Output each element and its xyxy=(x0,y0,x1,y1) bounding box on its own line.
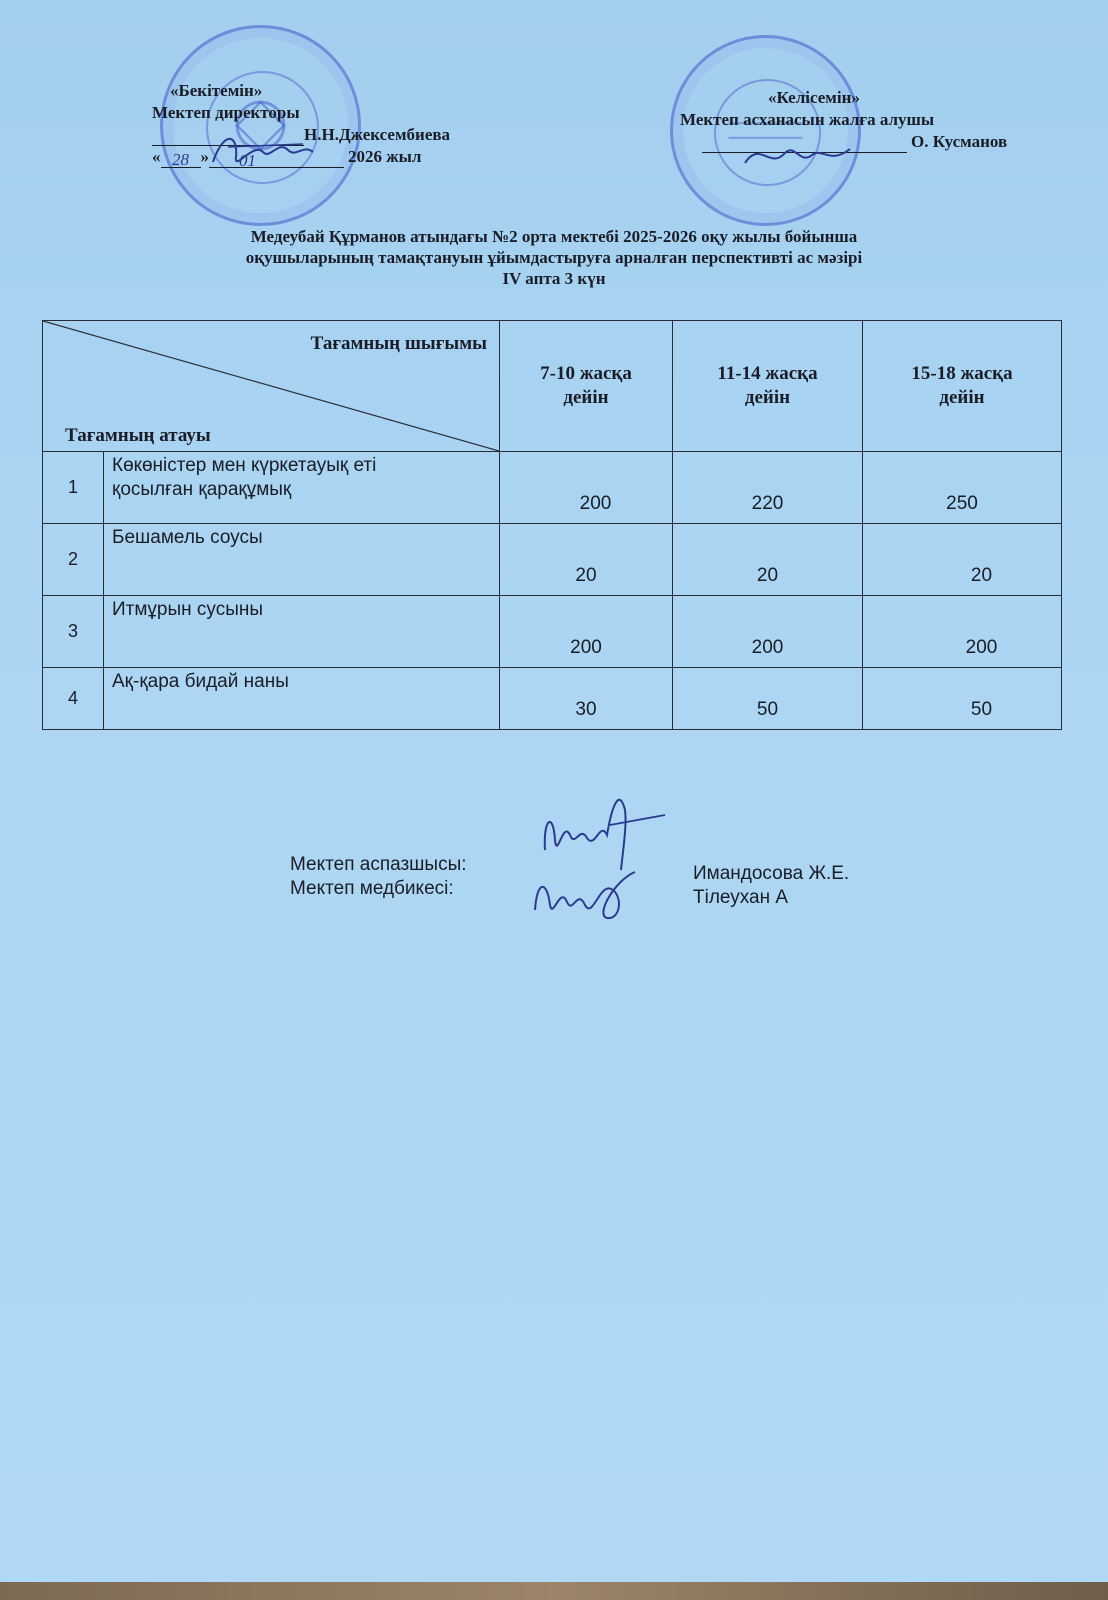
portion-11-14: 50 xyxy=(673,668,863,730)
tenant-signature-icon xyxy=(740,135,860,175)
portion-7-10: 200 xyxy=(500,452,673,524)
tenant-role: Мектеп асханасын жалға алушы xyxy=(680,110,935,129)
director-name: Н.Н.Джексембиева xyxy=(304,125,451,144)
portion-11-14: 20 xyxy=(673,524,863,596)
row-number: 2 xyxy=(43,524,104,596)
table-row xyxy=(43,524,1062,596)
heading-line-3: IV апта 3 күн xyxy=(502,269,606,288)
dish-name xyxy=(104,524,500,596)
dish-name-line: қосылған қарақұмық xyxy=(112,479,292,500)
nurse-name: Тілеухан А xyxy=(693,887,789,908)
header-age-15-18 xyxy=(863,321,1062,452)
row-number: 3 xyxy=(43,596,104,668)
portion-11-14: 200 xyxy=(673,596,863,668)
date-close-quote: » xyxy=(200,147,209,166)
table-row xyxy=(43,668,1062,730)
portion-7-10: 200 xyxy=(500,596,673,668)
staff-signatures-icon xyxy=(525,780,675,940)
dish-name-line: Бешамель соусы xyxy=(112,527,263,548)
portion-15-18: 250 xyxy=(863,452,1062,524)
nurse-label: Мектеп медбикесі: xyxy=(290,878,454,899)
header-dish-name: Тағамның атауы xyxy=(65,425,211,446)
header-age-line: дейін xyxy=(744,387,791,408)
tenant-name: О. Кусманов xyxy=(911,132,1008,151)
table-row xyxy=(43,596,1062,668)
approve-title: «Бекітемін» xyxy=(170,81,263,100)
heading-line-1: Медеубай Құрманов атындағы №2 орта мектебі 2025-2026 оқу жылы бойынша xyxy=(250,227,858,246)
menu-table xyxy=(42,320,1062,730)
diagonal-header-cell xyxy=(43,321,500,452)
header-age-line: 7-10 жасқа xyxy=(540,363,632,384)
portion-11-14: 220 xyxy=(673,452,863,524)
cook-name: Имандосова Ж.Е. xyxy=(693,863,850,884)
director-role: Мектеп директоры xyxy=(152,103,300,122)
header-output: Тағамның шығымы xyxy=(310,333,487,354)
dish-name xyxy=(104,596,500,668)
row-number: 4 xyxy=(43,668,104,730)
portion-7-10: 20 xyxy=(500,524,673,596)
dish-name-line: Көкөністер мен күркетауық еті xyxy=(112,455,377,476)
dish-name-line: Ақ-қара бидай наны xyxy=(112,671,289,692)
dish-name-line: Итмұрын сусыны xyxy=(112,599,264,620)
dish-name xyxy=(104,668,500,730)
document-heading xyxy=(0,226,1108,289)
date-open-quote: « xyxy=(152,147,161,166)
table-surface-edge xyxy=(0,1582,1108,1600)
cook-label: Мектеп аспазшысы: xyxy=(290,854,467,875)
table-row xyxy=(43,452,1062,524)
header-age-line: дейін xyxy=(563,387,609,408)
portion-7-10: 30 xyxy=(500,668,673,730)
table-header-row xyxy=(43,321,1062,452)
dish-name xyxy=(104,452,500,524)
header-age-line: 11-14 жасқа xyxy=(717,363,818,384)
date-month: 01 xyxy=(209,150,344,168)
portion-15-18: 20 xyxy=(863,524,1062,596)
header-age-7-10 xyxy=(500,321,673,452)
heading-line-2: оқушыларының тамақтануын ұйымдастыруға арналған перспективті ас мәзірі xyxy=(245,248,863,267)
agree-title: «Келісемін» xyxy=(768,88,860,107)
approval-year: 2026 жыл xyxy=(348,147,422,166)
row-number: 1 xyxy=(43,452,104,524)
portion-15-18: 200 xyxy=(863,596,1062,668)
date-day: 28 xyxy=(161,149,201,168)
portion-15-18: 50 xyxy=(863,668,1062,730)
staff-names xyxy=(693,862,849,910)
header-age-11-14 xyxy=(673,321,863,452)
header-age-line: дейін xyxy=(939,387,985,408)
staff-labels xyxy=(290,853,467,901)
director-signature-icon xyxy=(208,122,318,182)
header-age-line: 15-18 жасқа xyxy=(911,363,1013,384)
